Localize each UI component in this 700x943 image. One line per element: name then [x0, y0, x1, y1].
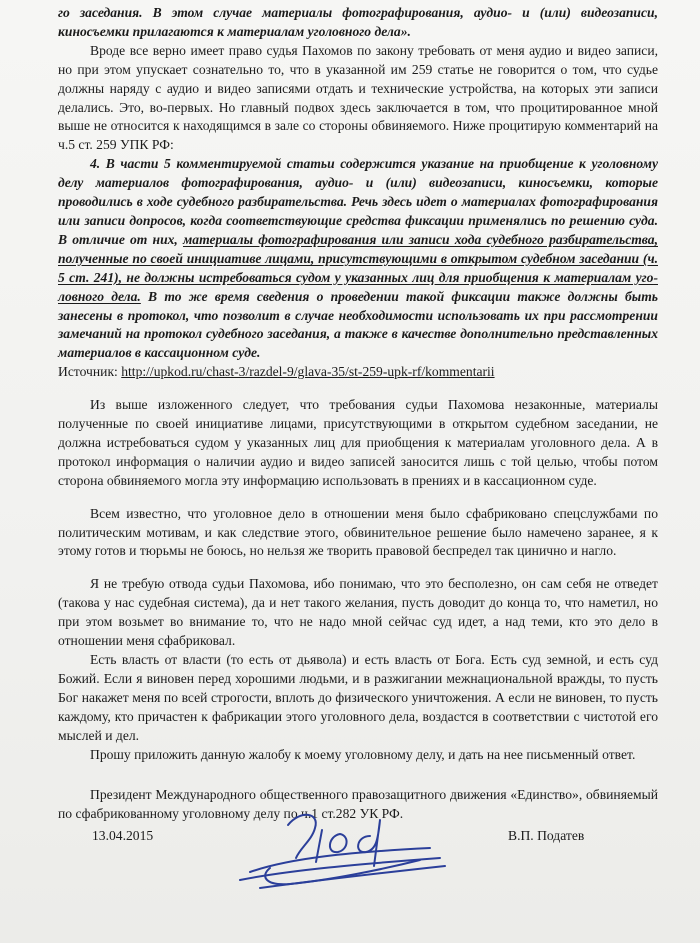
document-body: [58, 4, 658, 824]
date: 13.04.2015: [92, 828, 154, 843]
quote-continuation: го заседания. В этом случае материалы фотографирования, аудио- и (или) видеозаписи, киносъемки прилагаются к материалам уголовного дела».: [58, 5, 658, 39]
underlined-quote-text: материалы фотографирования или записи хода судебного разбирательства, полученные по своей инициативе лицами, присутствующими в открытом судебном заседании (ч. 5 ст. 241), не должны истребоваться судом у указанных лиц для приобщения к материалам уголовного дела.: [58, 231, 658, 304]
commentary-quote: [58, 155, 658, 363]
spacer: [58, 561, 658, 575]
quote-text: В то же время сведения о проведении такой фиксации также должны быть занесены в протокол, что позволит в случае необходимости использовать их при рассмотрении замечаний на протокол судебного заседания, а также в качестве дополнительно представленных материалов в кассационном суде.: [58, 288, 658, 361]
paragraph: Я не требую отвода судьи Пахомова, ибо понимаю, что это бесполезно, он сам себя не отведет (такова у нас судебная система), да и нет такого желания, пусть доводит до конца то, что наметил, но при этом возьмет во внимание то, что не надо мной сейчас суд идет, а над теми, кто это дело в отношении меня сфабриковал.: [58, 576, 658, 649]
paragraph: Прошу приложить данную жалобу к моему уголовному делу, и дать на нее письменный ответ.: [90, 746, 636, 762]
paragraph: Всем известно, что уголовное дело в отношении меня было сфабриковано спецслужбами по политическим мотивам, и как следствие этого, обвинительное решение было намечено заранее, я к этому готов и тюрьмы не боюсь, но нельзя же творить правовой беспредел так цинично и нагло.: [58, 505, 658, 559]
paragraph: Вроде все верно имеет право судья Пахомов по закону требовать от меня аудио и видео записи, но при этом упускает сознательно то, что в указанной им 259 статье не говорится о том, что судье должны наряду с аудио и видео записями отдать и технические устройства, на которых эти записи делались. Это, во-первых. Но главный подвох здесь заключается в том, что процитированное мной выше не относится к находящимся в зале со стороны обвиняемого. Ниже процитирую комментарий на ч.5 ст. 259 УПК РФ:: [58, 42, 658, 153]
source-line: [58, 363, 658, 382]
handwritten-signature: [230, 800, 450, 900]
paragraph: Есть власть от власти (то есть от дьявола) и есть власть от Бога. Есть суд земной, и есть суд Божий. Если я виновен перед хорошими людьми, и в разжигании межнациональной вражды, то пусть Бог накажет меня по всей строгости, вплоть до физического уничтожения. А если не виновен, то пусть каждому, кто причастен к фабрикации этого уголовного дела, воздастся в соответствии с чистотой его мыслей и дел.: [58, 652, 658, 743]
paragraph: Из выше изложенного следует, что требования судьи Пахомова незаконные, материалы полученные по своей инициативе лицами, присутствующими в открытом судебном заседании, не должна истребоваться судом у указанных лиц для приобщения к материалам уголовного дела. А в протокол информация о наличии аудио и видео записей заносится лишь с той целью, чтобы потом сторона обвиняемого могла эту информацию использовать в прениях и в кассационном суде.: [58, 397, 658, 488]
quote-text: 4. В части 5 комментируемой статьи содержится указание на приобщение к уголовному делу материалов фотографирования, аудио- и (или) видеозаписи, киносъемки, которые проводились в ходе судебного разбирательства. Речь здесь идет о материалах фотографирования или записи допросов, когда соответствующие средства фиксации применялись по решению суда. В отличие от них,: [58, 156, 658, 247]
spacer: [58, 491, 658, 505]
source-label: Источник:: [58, 364, 122, 380]
author-name: В.П. Податев: [508, 828, 585, 843]
signature-title: Президент Международного общественного правозащитного движения «Единство», обвиняемый по сфабрикованному уголовному делу по ч.1 ст.282 УК РФ.: [58, 787, 658, 822]
spacer: [58, 764, 658, 786]
source-link[interactable]: http://upkod.ru/chast-3/razdel-9/glava-35/st-259-upk-rf/kommentarii: [121, 364, 495, 380]
spacer: [58, 382, 658, 396]
